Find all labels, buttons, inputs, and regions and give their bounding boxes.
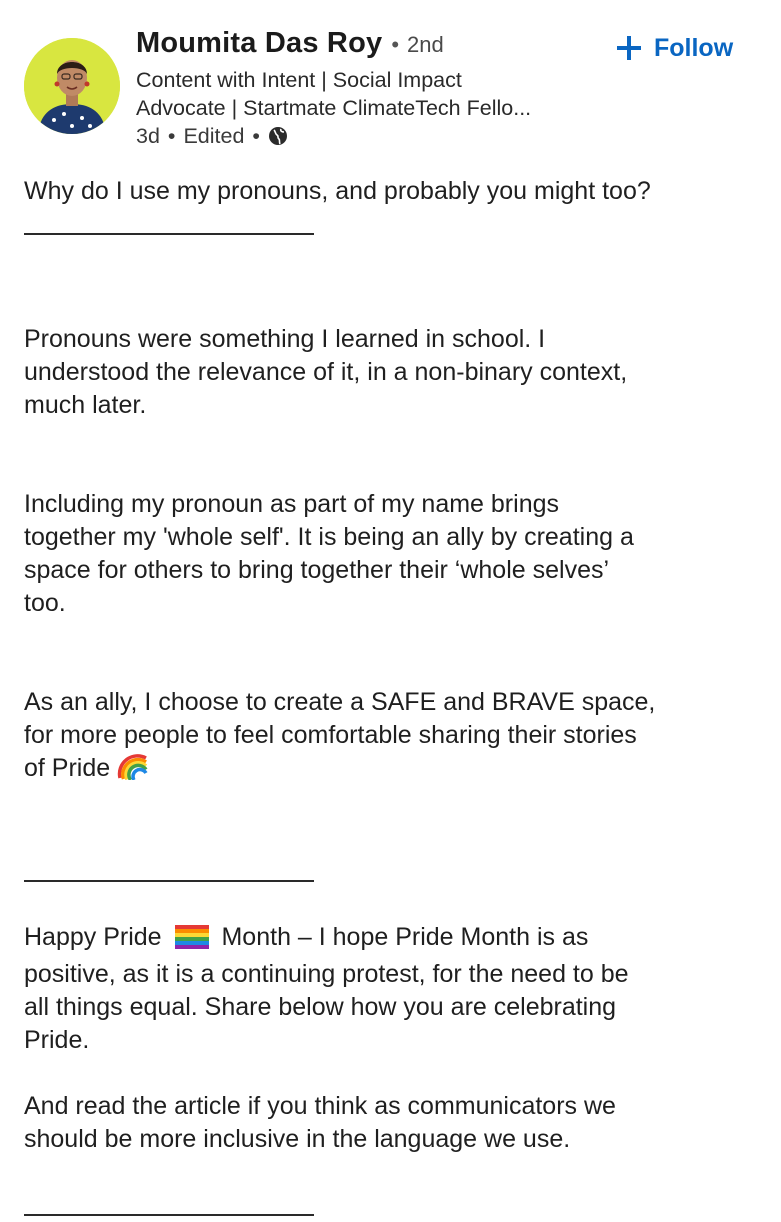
headline-line: Content with Intent | Social Impact [136,68,462,92]
text-line: Including my pronoun as part of my name brings [24,490,559,518]
pride-flag-emoji [175,925,209,958]
rainbow-emoji [117,752,149,789]
divider [24,1189,759,1222]
connection-degree: 2nd [407,32,444,57]
follow-label: Follow [654,33,734,62]
text-line: And read the article if you think as communicators we [24,1092,616,1120]
post-time: 3d [136,123,160,148]
post-paragraph [24,1090,759,1156]
globe-icon [268,126,288,146]
post-paragraph: Why do I use my pronouns, and probably you might too? [24,177,651,205]
text-line: should be more inclusive in the language we use. [24,1125,571,1153]
text-line: all things equal. Share below how you are celebrating [24,993,617,1021]
text-fragment: of Pride [24,754,111,782]
text-line: understood the relevance of it, in a non-binary context, [24,358,628,386]
post-header [0,0,781,160]
author-name-row [136,27,444,67]
divider [24,208,759,241]
follow-button[interactable] [616,30,733,66]
divider [24,855,759,888]
text-line [24,921,759,958]
post-meta [136,122,288,150]
text-line: positive, as it is a continuing protest, for the need to be [24,960,629,988]
edited-label: Edited [183,123,245,148]
text-line: Pride. [24,1026,90,1054]
text-line: much later. [24,391,147,419]
text-fragment: Happy Pride [24,923,162,951]
plus-icon [616,35,642,61]
text-line: As an ally, I choose to create a SAFE and BRAVE space, [24,688,656,716]
separator-dot: • [252,123,260,148]
separator-dot: • [391,32,400,57]
text-line: for more people to feel comfortable sharing their stories [24,721,637,749]
text-line: too. [24,589,66,617]
post-paragraph [24,686,759,789]
separator-dot: • [167,123,176,148]
text-line: Pronouns were something I learned in school. I [24,325,546,353]
text-line: space for others to bring together their ‘whole selves’ [24,556,610,584]
headline-line: Advocate | Startmate ClimateTech Fello... [136,96,532,120]
post-paragraph [24,323,759,422]
text-line [24,752,759,789]
post-paragraph [24,488,759,620]
author-headline [136,66,596,122]
author-name[interactable]: Moumita Das Roy [136,27,383,59]
post-paragraph [24,921,759,1057]
text-fragment: Month – I hope Pride Month is as [221,923,589,951]
post-body [24,175,759,1222]
text-line: together my 'whole self'. It is being an ally by creating a [24,523,634,551]
avatar[interactable] [24,38,120,134]
